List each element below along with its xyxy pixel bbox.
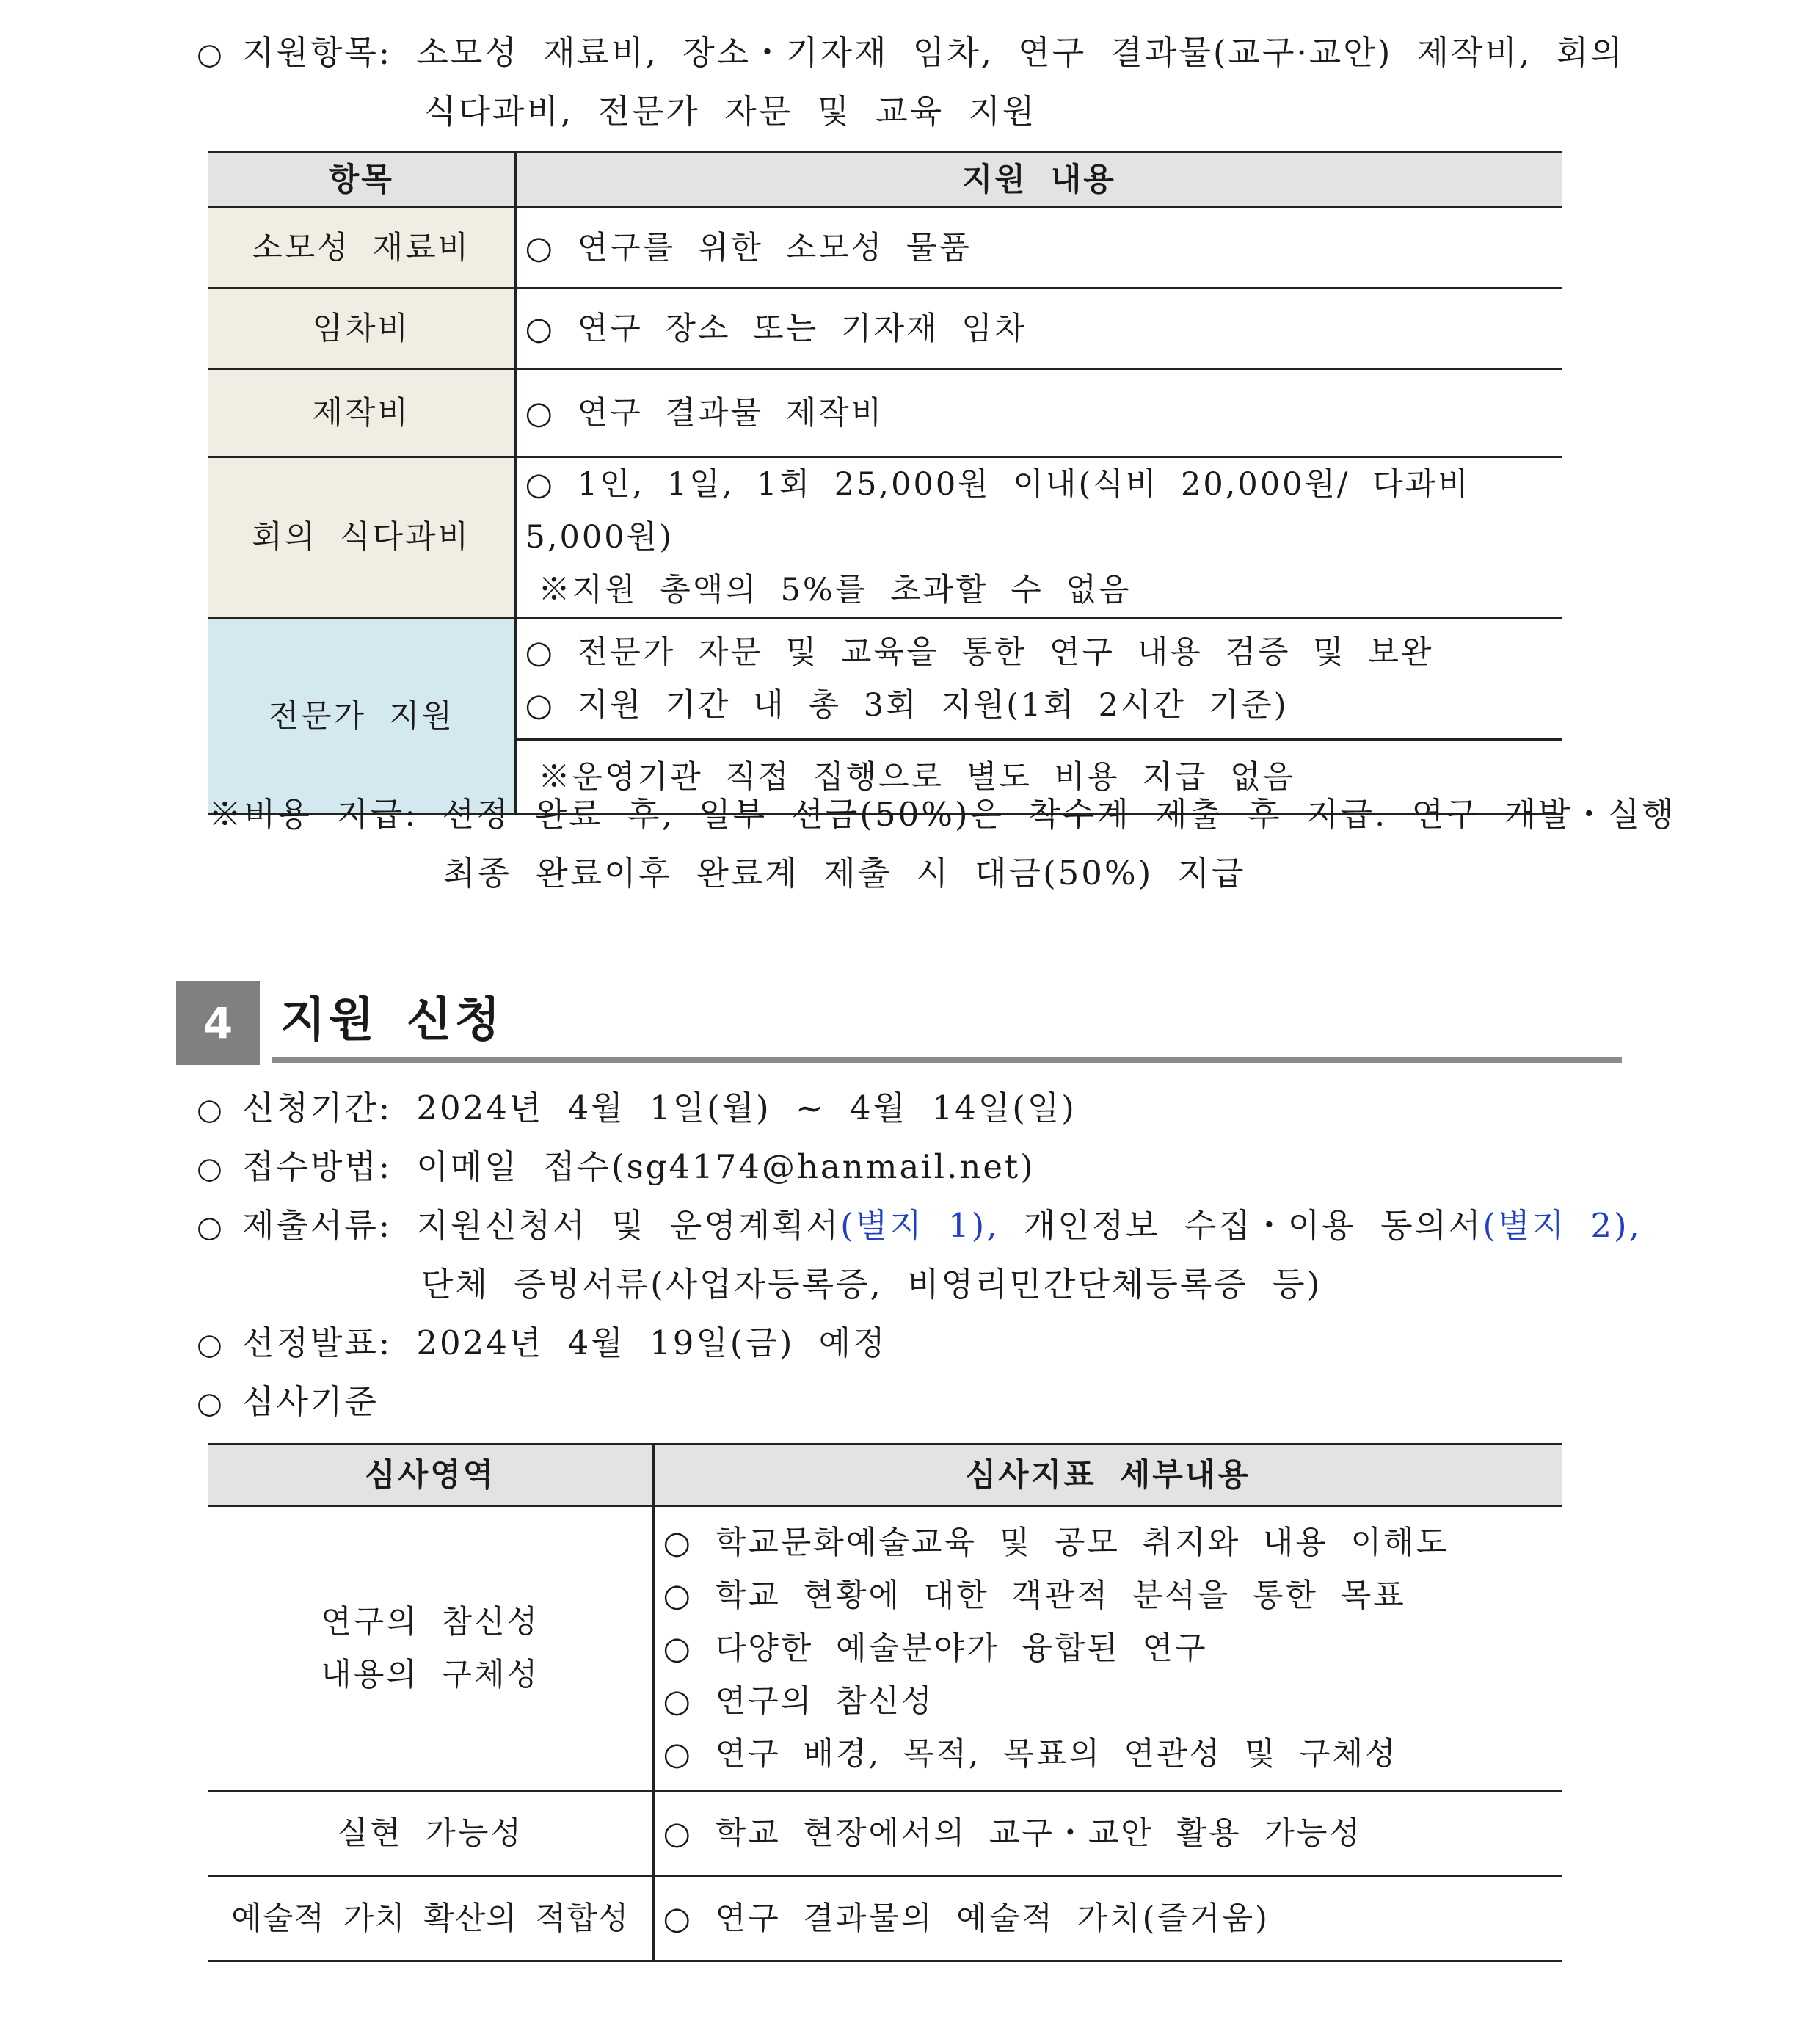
support-items-label: 지원항목: (242, 33, 393, 72)
item-cell: 소모성 재료비 (208, 208, 515, 288)
note-line: ※운영기관 직접 집행으로 별도 비용 지급 없음 (538, 758, 1296, 796)
content-line: ○ 1인, 1일, 1회 25,000원 이내(식비 20,000원/ 다과비 5,000원) (525, 466, 1471, 556)
circle-bullet-icon: ○ (197, 37, 225, 71)
docs-label: 제출서류: (242, 1206, 393, 1245)
application-period (197, 1088, 1077, 1130)
section-divider (272, 1057, 1622, 1063)
content-cell (515, 618, 1562, 740)
content-cell (515, 369, 1562, 457)
area-cell (208, 1876, 653, 1961)
section-title: 지원 신청 (280, 993, 503, 1047)
detail-line: ○ 다양한 예술분야가 융합된 연구 (663, 1629, 1208, 1667)
table-row (208, 1791, 1562, 1876)
detail-line: ○ 연구의 참신성 (663, 1682, 934, 1720)
content-line: ○ 연구를 위한 소모성 물품 (525, 229, 972, 266)
content-line: ○ 연구 결과물 제작비 (525, 394, 884, 432)
payment-note-line2 (443, 853, 1245, 894)
item-cell: 제작비 (208, 369, 515, 457)
content-line: ○ 연구 장소 또는 기자재 임차 (525, 310, 1027, 347)
criteria-table (208, 1443, 1562, 1962)
detail-cell (653, 1876, 1562, 1961)
table-row (208, 288, 1562, 369)
area-line: 내용의 구체성 (321, 1656, 540, 1693)
criteria-label: 심사기준 (242, 1382, 379, 1421)
docs-ref1: (별지 1), (840, 1206, 1000, 1245)
application-method (197, 1147, 1035, 1189)
area-line: 실현 가능성 (337, 1814, 523, 1852)
area-line: 연구의 참신성 (321, 1603, 540, 1641)
announce-label: 선정발표: (242, 1323, 393, 1362)
content-cell (515, 457, 1562, 618)
content-line: ○ 전문가 자문 및 교육을 통한 연구 내용 검증 및 보완 (525, 633, 1434, 671)
application-docs-line2 (421, 1264, 1322, 1305)
table-row (208, 1876, 1562, 1961)
payment-note-text: ※비용 지급: 선정 완료 후, 일부 선금(50%)은 착수계 제출 후 지급. 연구 개발・실행 (208, 795, 1676, 834)
item-cell: 회의 식다과비 (208, 457, 515, 618)
table-row (208, 618, 1562, 740)
detail-line: ○ 학교문화예술교육 및 공모 취지와 내용 이해도 (663, 1524, 1449, 1561)
table-row (208, 457, 1562, 618)
table-header-row (208, 153, 1562, 208)
period-value: 2024년 4월 1일(월) ~ 4월 14일(일) (416, 1089, 1077, 1127)
table-row (208, 1506, 1562, 1791)
note-line: ※지원 총액의 5%를 초과할 수 없음 (538, 572, 1132, 608)
content-cell (515, 288, 1562, 369)
content-cell (515, 208, 1562, 288)
support-items-line1 (197, 32, 1625, 75)
detail-cell (653, 1506, 1562, 1791)
item-cell: 임차비 (208, 288, 515, 369)
method-value: 이메일 접수(sg4174@hanmail.net) (416, 1147, 1035, 1186)
support-items-text-cont: 식다과비, 전문가 자문 및 교육 지원 (424, 92, 1037, 131)
support-table (208, 151, 1562, 815)
support-items-line2 (424, 91, 1036, 132)
docs-ref2: (별지 2), (1482, 1206, 1642, 1245)
detail-line: ○ 학교 현황에 대한 객관적 분석을 통한 목표 (663, 1577, 1406, 1614)
header-detail: 심사지표 세부내용 (653, 1445, 1562, 1506)
payment-note-text-cont: 최종 완료이후 완료계 제출 시 대금(50%) 지급 (443, 854, 1246, 893)
detail-cell (653, 1791, 1562, 1876)
docs-part1: 지원신청서 및 운영계획서 (416, 1206, 841, 1245)
detail-line: ○ 연구 결과물의 예술적 가치(즐거움) (663, 1900, 1270, 1937)
payment-note-line1 (208, 794, 1676, 835)
item-cell: 전문가 지원 (208, 618, 515, 815)
application-announce (197, 1323, 887, 1365)
content-line: ○ 지원 기간 내 총 3회 지원(1회 2시간 기준) (525, 686, 1289, 724)
area-line: 예술적 가치 확산의 적합성 (231, 1900, 630, 1937)
header-content: 지원 내용 (515, 153, 1562, 208)
header-item: 항목 (208, 153, 515, 208)
support-items-text: 소모성 재료비, 장소・기자재 임차, 연구 결과물(교구·교안) 제작비, 회의 (416, 33, 1625, 72)
detail-line: ○ 연구 배경, 목적, 목표의 연관성 및 구체성 (663, 1735, 1398, 1773)
table-row (208, 369, 1562, 457)
circle-bullet-icon: ○ (197, 1093, 225, 1127)
circle-bullet-icon: ○ (197, 1152, 225, 1185)
application-criteria (197, 1381, 379, 1424)
section-number-badge: 4 (176, 981, 260, 1065)
announce-value: 2024년 4월 19일(금) 예정 (416, 1323, 887, 1362)
circle-bullet-icon: ○ (197, 1210, 225, 1244)
method-label: 접수방법: (242, 1147, 393, 1186)
detail-line: ○ 학교 현장에서의 교구・교안 활용 가능성 (663, 1814, 1362, 1852)
docs-part2: 개인정보 수집・이용 동의서 (1023, 1206, 1483, 1245)
period-label: 신청기간: (242, 1089, 393, 1127)
application-docs (197, 1205, 1642, 1248)
area-cell (208, 1791, 653, 1876)
table-header-row (208, 1445, 1562, 1506)
circle-bullet-icon: ○ (197, 1387, 225, 1420)
header-area: 심사영역 (208, 1445, 653, 1506)
table-row (208, 208, 1562, 288)
docs-line2: 단체 증빙서류(사업자등록증, 비영리민간단체등록증 등) (421, 1265, 1322, 1304)
circle-bullet-icon: ○ (197, 1328, 225, 1362)
area-cell (208, 1506, 653, 1791)
